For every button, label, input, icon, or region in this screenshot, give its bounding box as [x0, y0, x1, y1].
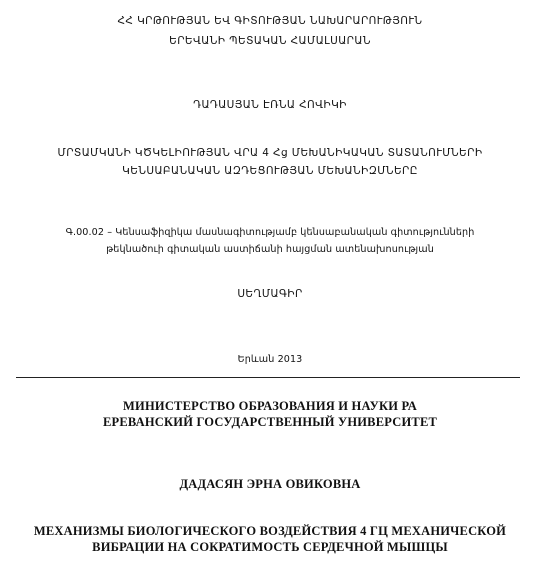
armenian-title-line2: ԿԵՆՍԱԲԱՆԱԿԱՆ ԱԶԴԵՑՈՒԹՅԱՆ ՄԵԽԱՆԻԶՄՆԵՐԸ	[122, 165, 418, 177]
armenian-title-line1: ՄՐՏԱՄԿԱՆԻ ԿԾԿԵԼԻՈՒԹՅԱՆ ՎՐԱ 4 Հց ՄԵԽԱՆԻԿԱԿԱՆ ՏԱՏԱՆՈՒՄՆԵՐԻ	[57, 147, 483, 159]
armenian-document-type: ՍԵՂՄԱԳԻՐ	[237, 288, 303, 300]
russian-title-line1: МЕХАНИЗМЫ БИОЛОГИЧЕСКОГО ВОЗДЕЙСТВИЯ 4 ГЦ МЕХАНИЧЕСКОЙ	[33, 524, 507, 538]
armenian-specialty-line1: Գ.00.02 – Կենսաֆիզիկա մասնագիտությամբ կենսաբանական գիտությունների	[65, 227, 475, 238]
armenian-ministry-line1: ՀՀ ԿՐԹՈՒԹՅԱՆ ԵՎ ԳԻՏՈՒԹՅԱՆ ՆԱԽԱՐԱՐՈՒԹՅՈՒՆ	[117, 15, 423, 27]
russian-ministry-line2: ЕРЕВАНСКИЙ ГОСУДАРСТВЕННЫЙ УНИВЕРСИТЕТ	[102, 415, 438, 429]
armenian-specialty-line2: թեկնածուի գիտական աստիճանի հայցման ատենախոսության	[106, 244, 434, 255]
section-divider	[16, 377, 520, 378]
armenian-place-year: Երևան 2013	[237, 354, 303, 365]
armenian-ministry-line2: ԵՐԵՎԱՆԻ ՊԵՏԱԿԱՆ ՀԱՄԱԼՍԱՐԱՆ	[169, 35, 371, 47]
russian-ministry-line1: МИНИСТЕРСТВО ОБРАЗОВАНИЯ И НАУКИ РА	[123, 399, 417, 413]
armenian-author-name: ԴԱԴԱՍՅԱՆ ԷՌՆԱ ՀՈՎԻԿԻ	[193, 99, 347, 111]
russian-title-line2: ВИБРАЦИИ НА СОКРАТИМОСТЬ СЕРДЕЧНОЙ МЫШЦЫ	[92, 540, 448, 554]
russian-author-name: ДАДАСЯН ЭРНА ОВИКОВНА	[179, 477, 361, 491]
